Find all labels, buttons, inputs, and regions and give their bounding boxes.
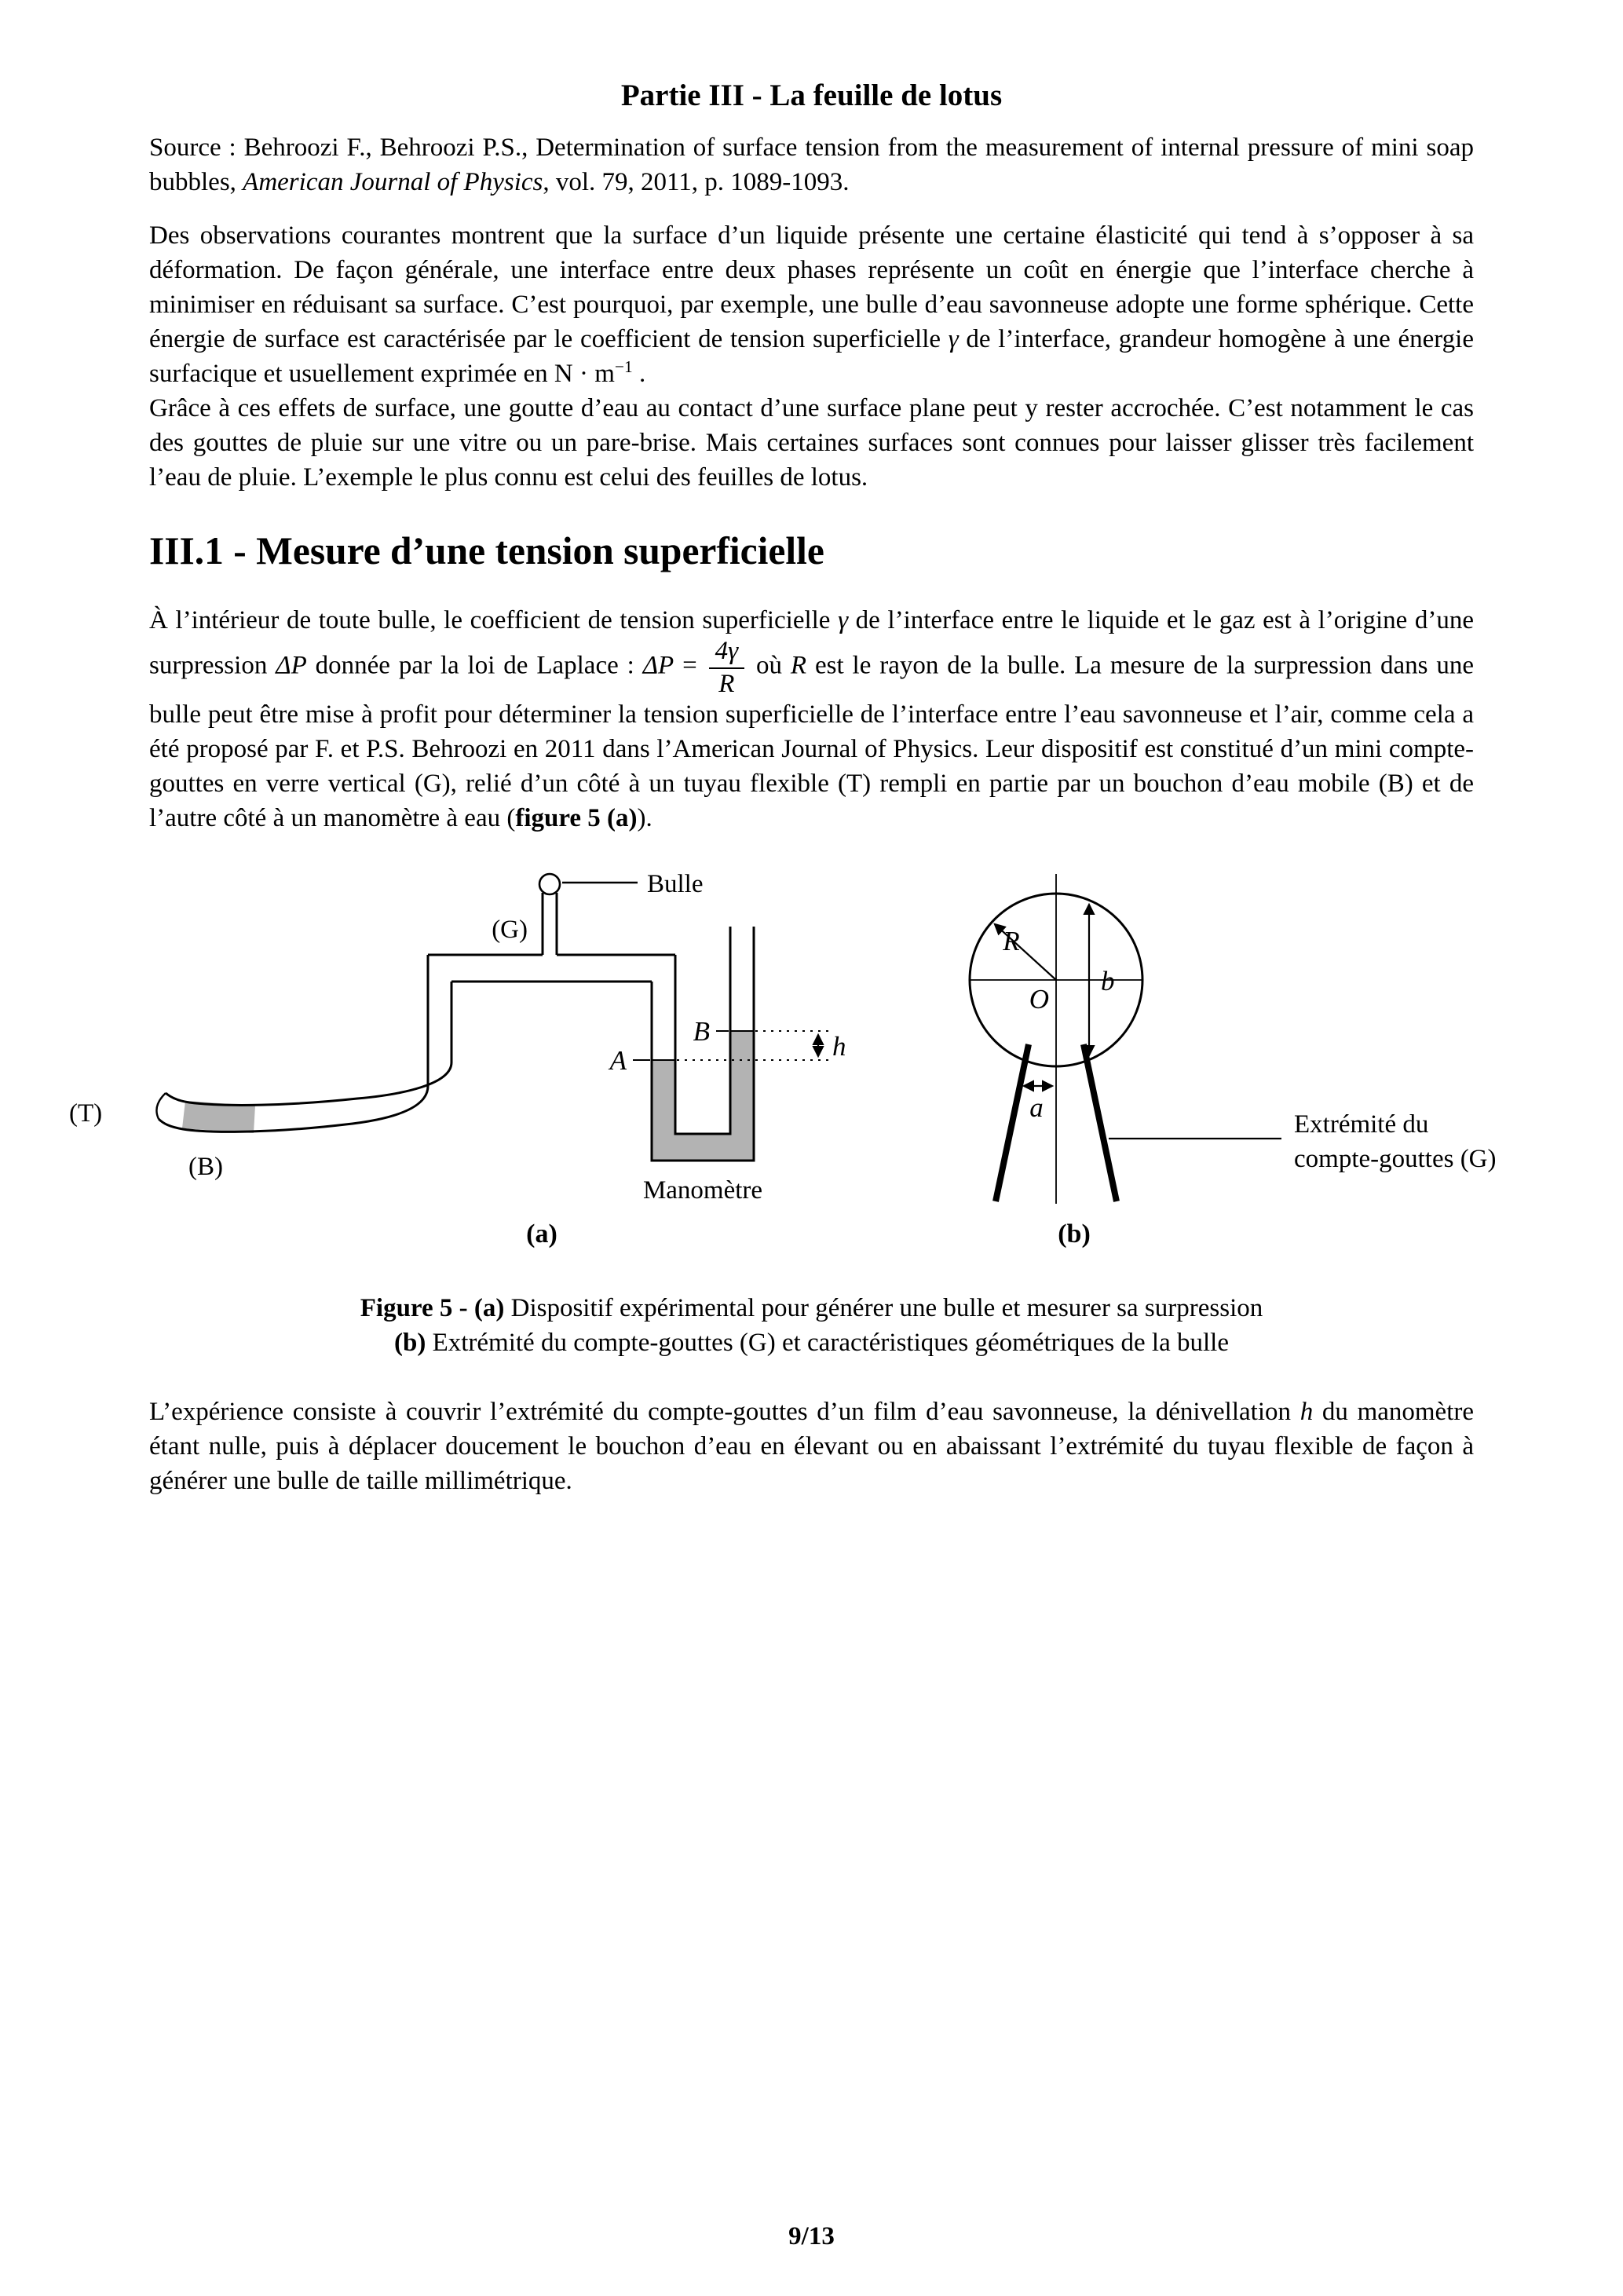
label-o-center: O	[1029, 984, 1049, 1015]
source-paragraph	[149, 130, 1474, 199]
unit-exponent: −1	[614, 357, 633, 376]
source-text-pre: Source : Behroozi F., Behroozi P.S., Determination of surface tension from the measurement of internal pressure of mini soap bubbles,	[149, 133, 1474, 196]
outro-paragraph	[149, 1395, 1474, 1498]
source-text-post: , vol. 79, 2011, p. 1089-1093.	[543, 168, 850, 196]
intro-p1-text-a: Des observations courantes montrent que la surface d’un liquide présente une certaine élasticité qui tend à s’opposer à sa déformation. De façon générale, une interface entre deux phases représente un coût en énergie que l’interface cherche à minimiser en réduisant sa surface. C’est pourquoi, par exemple, une bulle d’eau savonneuse adopte une forme sphérique. Cette énergie de surface est caractérisée par le coefficient de tension superficielle	[149, 221, 1474, 353]
laplace-text-c: donnée par la loi de Laplace :	[306, 651, 643, 680]
label-extremity-line1: Extrémité du	[1294, 1110, 1429, 1139]
intro-paragraph-2: Grâce à ces effets de surface, une goutte d’eau au contact d’une surface plane peut y rester accrochée. C’est notamment le cas des gouttes de pluie sur une vitre ou un pare-brise. Mais certaines surfaces sont connues pour laisser glisser très facilement l’eau de pluie. L’exemple le plus connu est celui des feuilles de lotus.	[149, 394, 1474, 492]
bubble-circle	[539, 874, 560, 894]
laplace-text-e: est le rayon de la bulle. La mesure de la surpression dans une bulle peut être mise à profit pour déterminer la tension superficielle de l’interface entre l’eau savonneuse et l’air, comme cela a été proposé par F. et P.S. Behroozi en 2011 dans l’American Journal of Physics. Leur dispositif est constitué d’un mini compte-gouttes en verre vertical (G), relié d’un côté à un tuyau flexible (T) rempli en partie par un bouchon d’eau mobile (B) et de l’autre côté à un manomètre à eau (	[149, 651, 1474, 833]
laplace-fraction	[706, 638, 748, 697]
sublabel-a: (a)	[526, 1219, 557, 1249]
label-g-dropper: (G)	[492, 916, 528, 945]
sublabel-b: (b)	[1058, 1219, 1091, 1249]
page-title: Partie III - La feuille de lotus	[620, 79, 1003, 112]
outro-text-b: du manomètre étant nulle, puis à déplacer doucement le bouchon d’eau en élevant ou en abaissant l’extrémité du tuyau flexible de façon à générer une bulle de taille millimétrique.	[149, 1398, 1475, 1496]
section-heading: III.1 - Mesure d’une tension superficielle	[149, 529, 824, 572]
manometer-water-fill	[652, 1031, 754, 1161]
laplace-paragraph	[149, 603, 1474, 835]
caption-line-b	[149, 1325, 1474, 1360]
caption-text-b: Extrémité du compte-gouttes (G) et caractéristiques géométriques de la bulle	[426, 1329, 1229, 1358]
gamma-symbol: γ	[948, 325, 959, 353]
source-journal-italic: American Journal of Physics	[243, 168, 543, 196]
equals-sign: =	[674, 651, 706, 680]
laplace-text-f: ).	[637, 804, 652, 833]
label-radius-r: R	[1003, 926, 1020, 957]
label-h-height: h	[832, 1031, 846, 1062]
figure-5-svg	[0, 862, 1623, 1255]
laplace-text-b: de l’interface entre le liquide et le gaz est à l’origine d’une surpression	[149, 606, 1474, 680]
intro-p1-end: .	[632, 360, 646, 388]
label-b-diameter: b	[1101, 966, 1115, 997]
laplace-text-a: À l’intérieur de toute bulle, le coefficient de tension superficielle	[149, 606, 839, 634]
intro-block	[149, 218, 1474, 495]
laplace-text-d: où	[748, 651, 791, 680]
label-point-b: B	[693, 1016, 710, 1047]
unit-newton-metre: N · m	[554, 360, 615, 388]
dropper-wall-left	[996, 1044, 1029, 1201]
figure-5	[0, 862, 1623, 1255]
caption-text-a: Dispositif expérimental pour générer une bulle et mesurer sa surpression	[504, 1294, 1263, 1323]
label-bulle: Bulle	[647, 870, 704, 899]
diagram-b-labels	[1002, 926, 1496, 1249]
intro-p1-text-b: de l’interface, grandeur homogène à une énergie surfacique et usuellement exprimée en	[149, 325, 1474, 388]
outro-text-a: L’expérience consiste à couvrir l’extrémité du compte-gouttes d’un film d’eau savonneuse, la dénivellation	[149, 1398, 1300, 1427]
hose-tip-opening	[156, 1093, 166, 1119]
intro-paragraph-1	[149, 218, 1474, 391]
delta-p-symbol: ΔP	[276, 651, 307, 680]
caption-label-a: Figure 5 - (a)	[360, 1294, 505, 1323]
hose-inner-wall	[166, 982, 451, 1105]
label-extremity-line2: compte-gouttes (G)	[1294, 1145, 1497, 1174]
label-t-tube: (T)	[69, 1099, 103, 1128]
delta-p-symbol-2: ΔP	[642, 651, 674, 680]
page-number: 9/13	[788, 2222, 835, 2250]
fraction-denominator: R	[718, 669, 735, 698]
h-symbol: h	[1299, 1398, 1314, 1427]
caption-label-b: (b)	[394, 1329, 426, 1358]
radius-symbol: R	[790, 651, 807, 680]
figure-reference-bold: figure 5 (a)	[515, 804, 638, 833]
caption-line-a	[149, 1291, 1474, 1325]
dropper-wall-right	[1084, 1044, 1117, 1201]
label-a-width: a	[1029, 1092, 1044, 1124]
label-manometre: Manomètre	[642, 1176, 763, 1205]
figure-caption	[149, 1291, 1474, 1360]
fraction-numerator: 4γ	[709, 638, 745, 669]
label-point-a: A	[609, 1045, 627, 1077]
gamma-symbol-2: γ	[838, 606, 849, 634]
diagram-b-shapes	[970, 874, 1281, 1204]
label-b-plug: (B)	[188, 1153, 223, 1182]
